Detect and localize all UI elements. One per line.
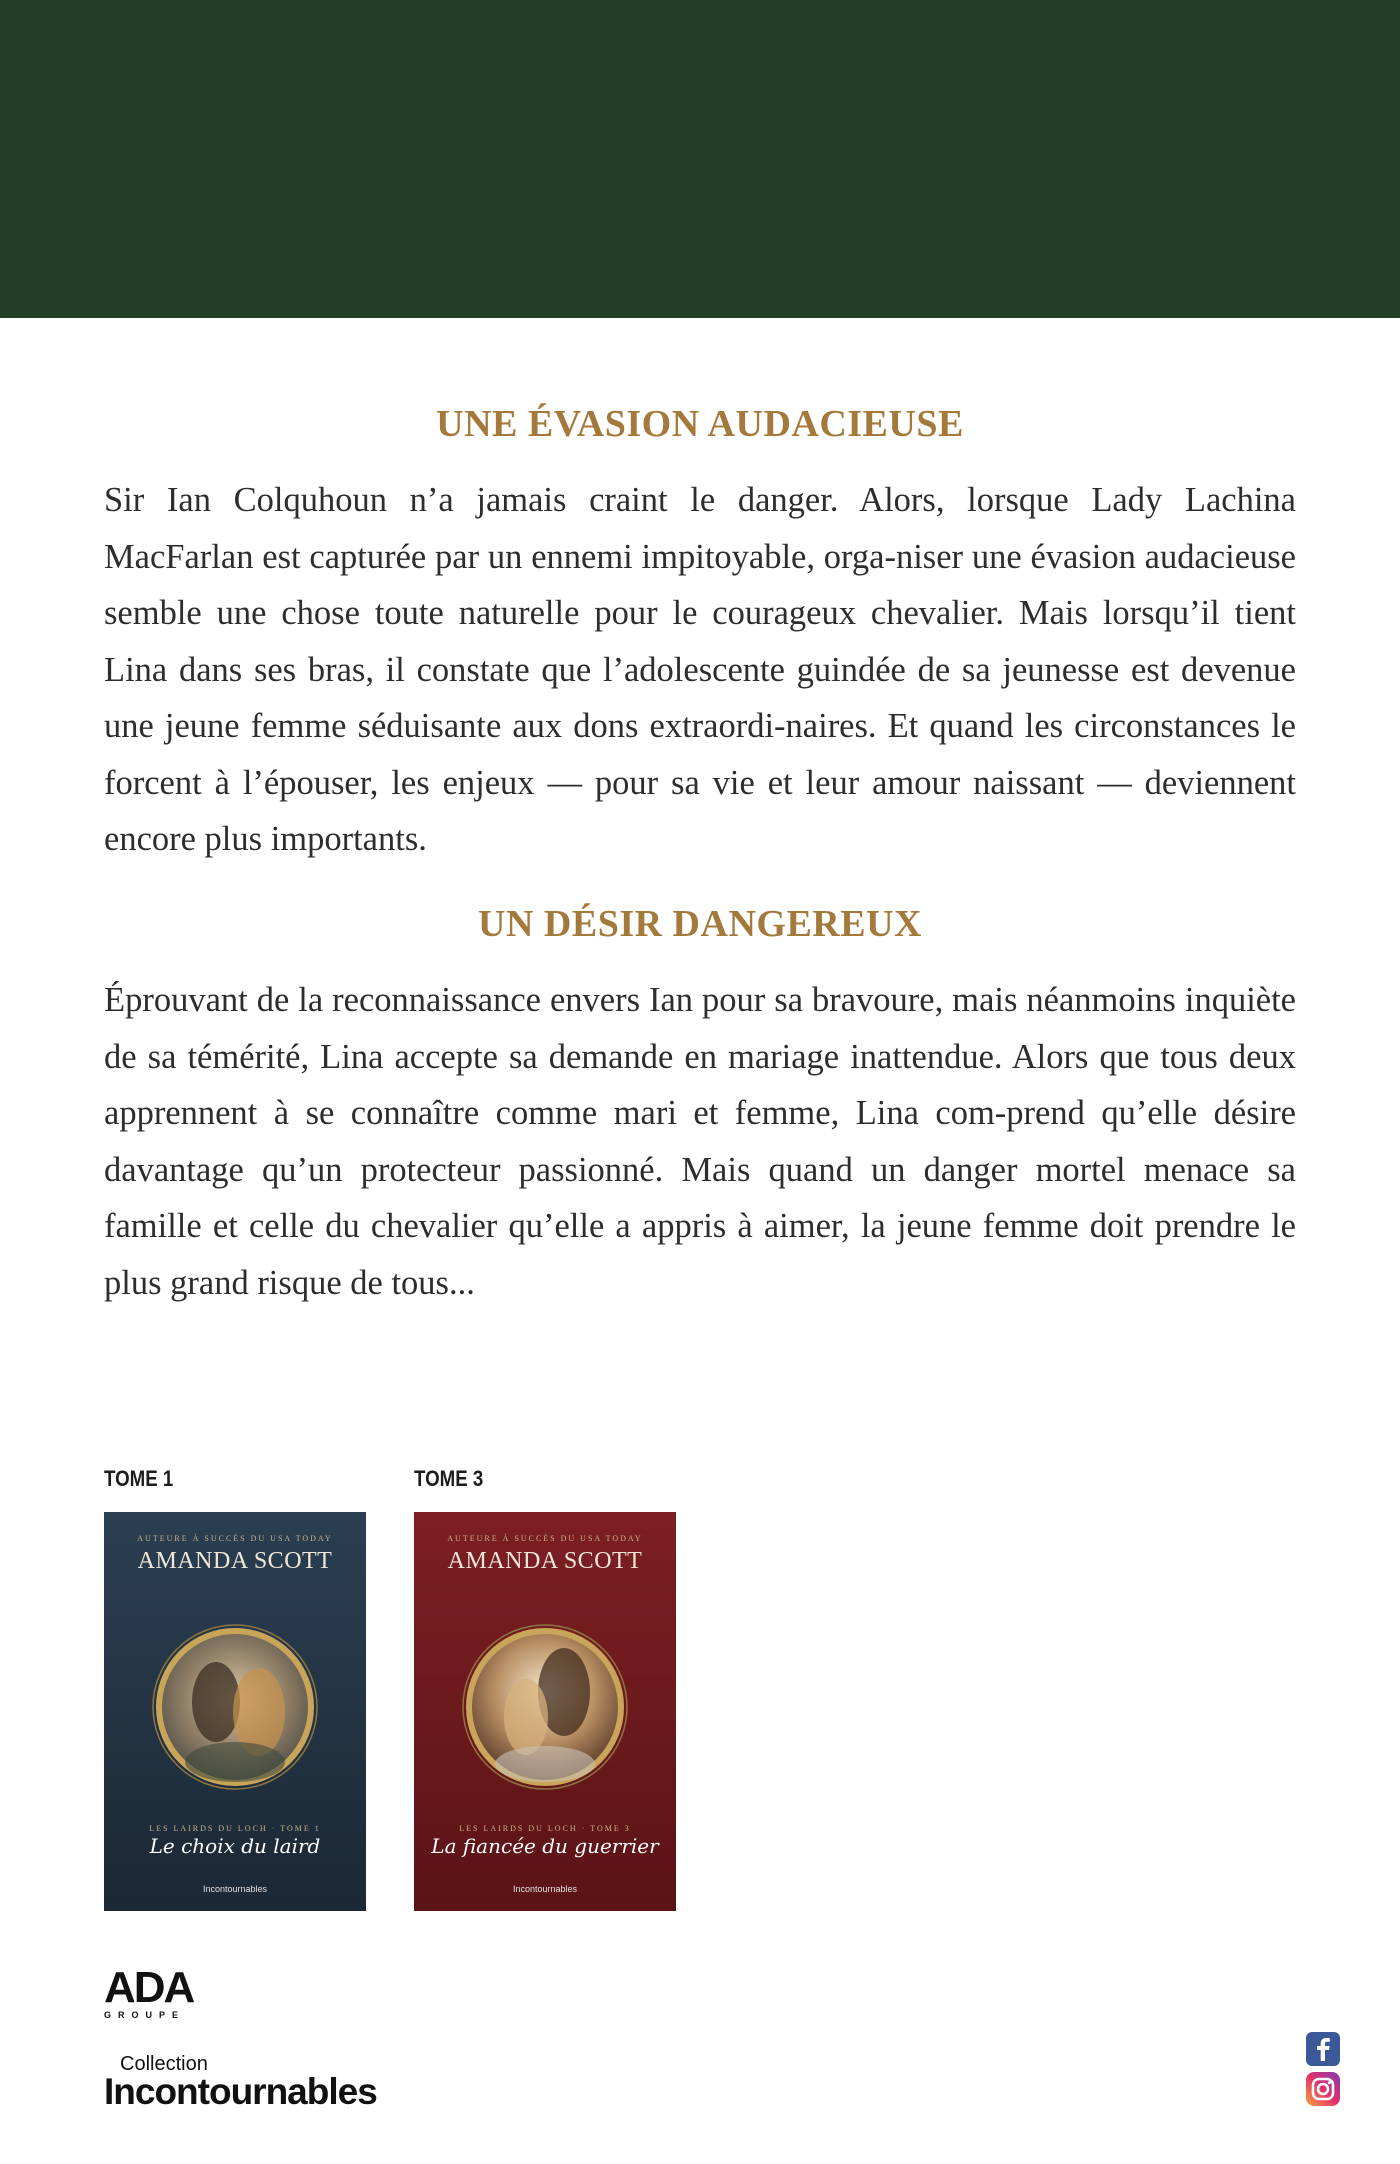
cover-title: La fiancée du guerrier: [431, 1834, 659, 1858]
top-color-band: [0, 0, 1400, 318]
book-cover-tome1[interactable]: [104, 1512, 366, 1911]
instagram-icon[interactable]: [1306, 2072, 1340, 2106]
section2-body: Éprouvant de la reconnaissance envers Ian pour sa bravoure, mais néanmoins inquiète de sa témérité, Lina accepte sa demande en mariage inattendue. Alors que tous deux apprennent à se connaître comme mari et femme, Lina com-prend qu’elle désire davantage qu’un protecteur passionné. Mais quand un danger mortel menace sa famille et celle du chevalier qu’elle a appris à aimer, la jeune femme doit prendre le plus grand risque de tous...: [104, 981, 1296, 1302]
section1-heading: UNE ÉVASION AUDACIEUSE: [436, 403, 964, 445]
cover-tagline: AUTEURE À SUCCÈS DU USA TODAY: [447, 1534, 643, 1543]
cover-author: AMANDA SCOTT: [137, 1548, 333, 1574]
section2-heading: UN DÉSIR DANGEREUX: [478, 903, 922, 945]
ada-logo-sub: GROUPE: [104, 2010, 186, 2020]
section1-body: Sir Ian Colquhoun n’a jamais craint le danger. Alors, lorsque Lady Lachina MacFarlan est capturée par un ennemi impitoyable, orga-niser une évasion audacieuse semble une chose toute naturelle pour le courageux chevalier. Mais lorsqu’il tient Lina dans ses bras, il constate que l’adolescente guindée de sa jeunesse est devenue une jeune femme séduisante aux dons extraordi-naires. Et quand les circonstances le forcent à l’épouser, les enjeux — pour sa vie et leur amour naissant — deviennent encore plus importants.: [104, 481, 1296, 858]
cover-author: AMANDA SCOTT: [447, 1548, 643, 1574]
tome3-label: TOME 3: [414, 1466, 484, 1491]
collection-logo-small: Collection: [120, 2053, 208, 2075]
cover-publisher: Incontournables: [202, 1884, 268, 1894]
cover-publisher: Incontournables: [512, 1884, 578, 1894]
tome1-label: TOME 1: [104, 1466, 174, 1491]
ada-groupe-logo: [104, 1963, 200, 2020]
cover-series: LES LAIRDS DU LOCH · TOME 3: [459, 1824, 631, 1833]
cover-tagline: AUTEURE À SUCCÈS DU USA TODAY: [137, 1534, 333, 1543]
collection-logo-big: Incontournables: [104, 2071, 377, 2112]
cover-series: LES LAIRDS DU LOCH · TOME 1: [149, 1824, 321, 1833]
collection-logo: [104, 2054, 377, 2110]
ada-logo-letters: ADA: [104, 1963, 194, 2012]
cover-title: Le choix du laird: [149, 1834, 321, 1858]
book-cover-tome3[interactable]: [414, 1512, 676, 1911]
facebook-icon[interactable]: [1306, 2032, 1340, 2066]
